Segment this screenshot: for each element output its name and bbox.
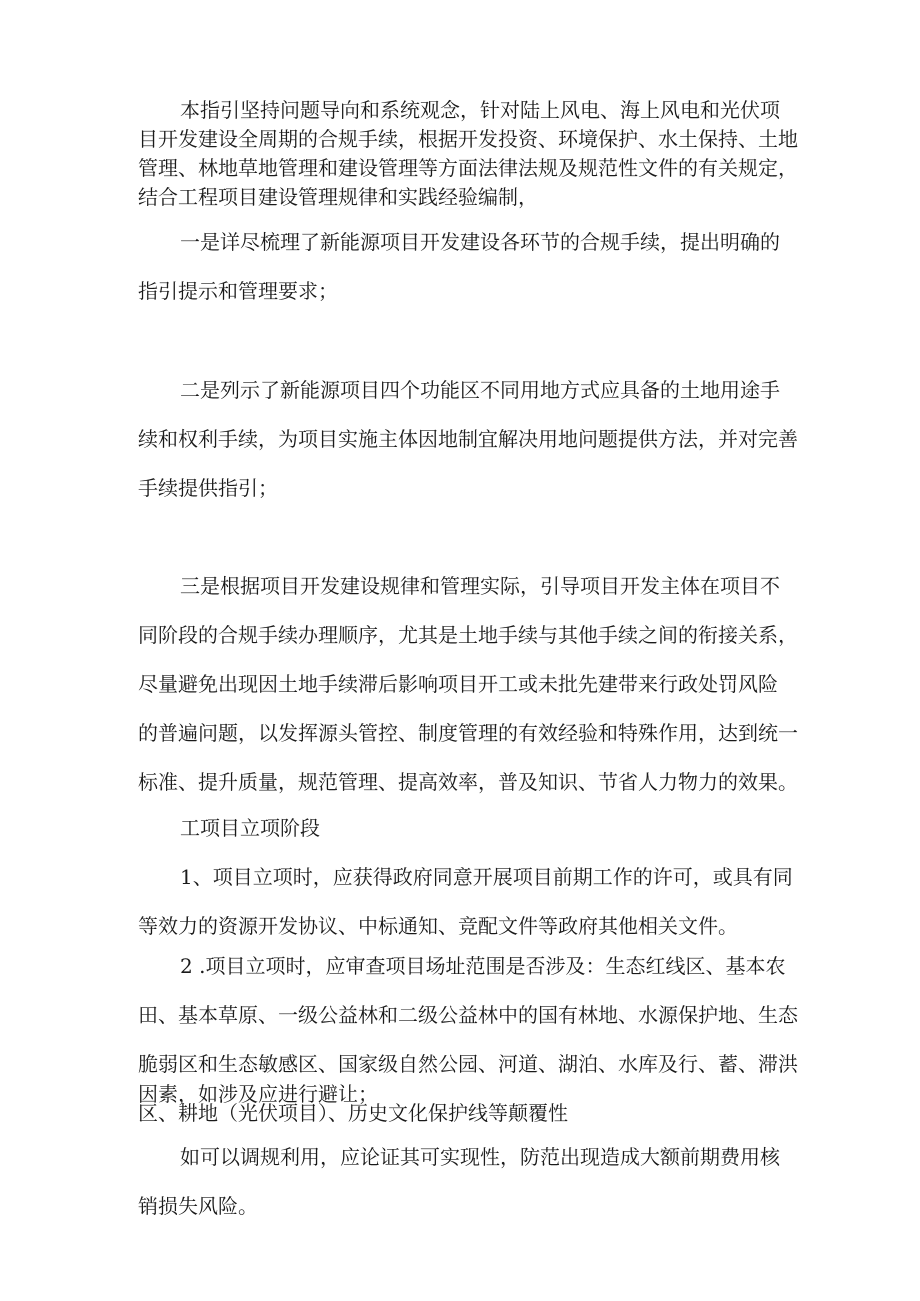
text-line: 1、项目立项时，应获得政府同意开展项目前期工作的许可，或具有同 [180,865,793,889]
text-line: 一是详尽梳理了新能源项目开发建设各环节的合规手续，提出明确的 [180,230,780,254]
text-line: 标准、提升质量，规范管理、提高效率，普及知识、节省人力物力的效果。 [138,770,798,794]
text-line: 区、耕地（光伏项目）、历史文化保护线等颠覆性 [138,1101,568,1125]
text-line: 三是根据项目开发建设规律和管理实际，引导项目开发主体在项目不 [180,574,780,598]
text-line: 2 .项目立项时，应审查项目场址范围是否涉及：生态红线区、基本农 [180,954,786,978]
section-heading-project-approval [138,804,798,853]
text-line: 等效力的资源开发协议、中标通知、竞配文件等政府其他相关文件。 [138,914,738,938]
paragraph-item-2-continued [138,1080,798,1109]
text-line: 尽量避免出现因土地手续滞后影响项目开工或未批先建带来行政处罚风险 [138,672,778,696]
paragraph-point-two [138,366,798,513]
text-line: 指引提示和管理要求； [138,279,338,303]
text-line: 田、基本草原、一级公益林和二级公益林中的国有林地、水源保护地、生态 [138,1003,798,1027]
paragraph-point-three [138,562,798,807]
text-line: 脆弱区和生态敏感区、国家级自然公园、河道、湖泊、水库及行、蓄、滞洪 [138,1052,798,1076]
text-line: 管理、林地草地管理和建设管理等方面法律法规及规范性文件的有关规定， [138,156,798,180]
paragraph-item-1 [138,853,798,951]
text-line: 如可以调规利用，应论证其可实现性，防范出现造成大额前期费用核 [180,1145,780,1169]
text-line: 续和权利手续，为项目实施主体因地制宜解决用地问题提供方法，并对完善 [138,427,798,451]
text-line: 手续提供指引； [138,476,278,500]
paragraph-intro [138,96,798,212]
text-line: 因素，如涉及应进行避让； [138,1082,378,1106]
text-line: 同阶段的合规手续办理顺序，尤其是土地手续与其他手续之间的衔接关系， [138,623,798,647]
text-line: 的普遍问题，以发挥源头管控、制度管理的有效经验和特殊作用，达到统一 [138,721,798,745]
paragraph-adjustment-note [138,1133,798,1231]
text-line: 目开发建设全周期的合规手续，根据开发投资、环境保护、水土保持、土地 [138,127,798,151]
text-line: 工项目立项阶段 [180,816,320,840]
text-line: 销损失风险。 [138,1194,258,1218]
paragraph-point-one [138,218,798,316]
text-line: 二是列示了新能源项目四个功能区不同用地方式应具备的土地用途手 [180,378,780,402]
text-line: 结合工程项目建设管理规律和实践经验编制， [138,185,538,209]
text-line: 本指引坚持问题导向和系统观念，针对陆上风电、海上风电和光伏项 [180,98,780,122]
